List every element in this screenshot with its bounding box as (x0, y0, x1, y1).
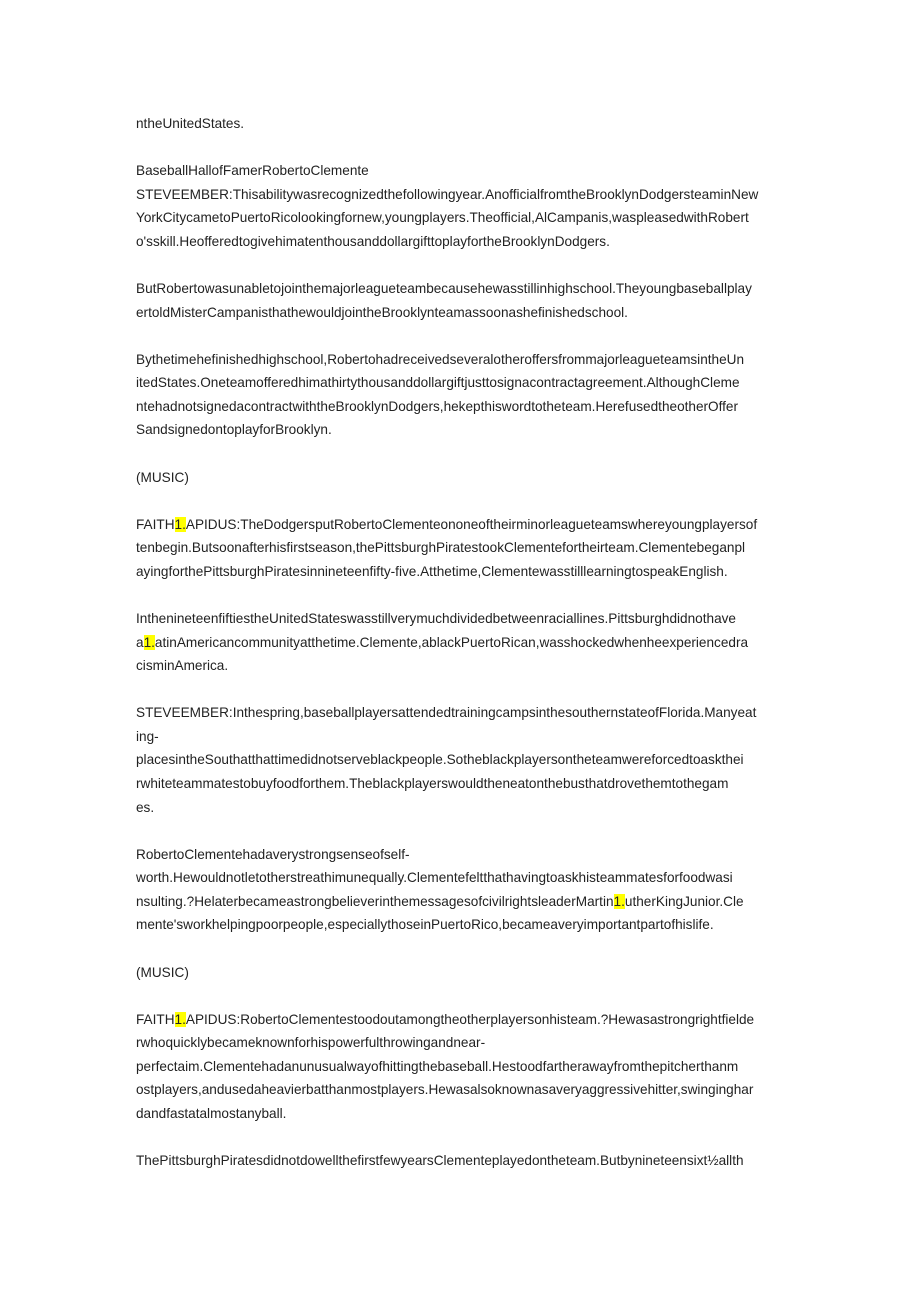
text-line: BaseballHallofFamerRobertoClemente (136, 163, 369, 179)
paragraph (136, 961, 786, 985)
text-line: STEVEEMBER:Thisabilitywasrecognizedthefollowingyear.AnofficialfromtheBrooklynDodgersteaminNew (136, 186, 759, 202)
text-line (136, 890, 786, 914)
text-line: ntehadnotsignedacontractwiththeBrooklynDodgers,hekepthiswordtotheteam.HerefusedtheotherOffer (136, 398, 739, 414)
text-segment: utherKingJunior.Cle (624, 893, 744, 909)
text-line: InthenineteenfiftiestheUnitedStateswasstillverymuchdividedbetweenraciallines.Pittsburghdidnothave (136, 610, 736, 626)
text-line: ButRobertowasunabletojointhemajorleagueteambecausehewasstillinhighschool.Theyoungbaseballplay (136, 280, 752, 296)
text-line: YorkCitycametoPuertoRicolookingfornew,youngplayers.Theofficial,AlCampanis,waspleasedwithRobert (136, 210, 749, 226)
paragraph (136, 466, 786, 490)
text-line: o'sskill.HeofferedtogivehimatenthousanddollargifttoplayfortheBrooklynDodgers. (136, 233, 610, 249)
text-segment: APIDUS:TheDodgersputRobertoClementeononeoftheirminorleagueteamswhereyoungplayersof (185, 516, 758, 532)
paragraph (136, 1149, 786, 1173)
highlighted-text: 1. (174, 1011, 186, 1027)
paragraph (136, 159, 786, 253)
text-line: tenbegin.Butsoonafterhisfirstseason,thePittsburghPiratestookClementefortheirteam.Clementebeganpl (136, 540, 746, 556)
text-line: perfectaim.Clementehadanunusualwayofhittingthebaseball.Hestoodfartherawayfromthepitcherthanm (136, 1058, 739, 1074)
text-line: es. (136, 799, 155, 815)
text-line: (MUSIC) (136, 964, 189, 980)
highlighted-text: 1. (613, 893, 625, 909)
highlighted-text: 1. (143, 634, 155, 650)
text-line: rwhoquicklybecameknownforhispowerfulthrowingandnear- (136, 1035, 486, 1051)
text-line: ayingforthePittsburghPiratesinnineteenfifty-five.Atthetime,ClementewasstilllearningtospeakEnglish. (136, 563, 728, 579)
text-line: cisminAmerica. (136, 658, 229, 674)
text-line: rwhiteteammatestobuyfoodforthem.Theblackplayerswouldtheneatonthebusthatdrovethemtothegam (136, 775, 729, 791)
text-segment: atinAmericancommunityatthetime.Clemente,ablackPuertoRican,wasshockedwhenheexperiencedra (154, 634, 749, 650)
document-page (136, 112, 786, 1196)
text-line: itedStates.Oneteamofferedhimathirtythousanddollargiftjusttosignacontractagreement.AlthoughCleme (136, 375, 740, 391)
text-line: ThePittsburghPiratesdidnotdowellthefirstfewyearsClementeplayedontheteam.Butbynineteensixt½allth (136, 1153, 744, 1169)
text-line: (MUSIC) (136, 469, 189, 485)
paragraph (136, 701, 786, 819)
text-line: placesintheSouthatthattimedidnotserveblackpeople.Sotheblackplayersontheteamwereforcedtoaskthei (136, 752, 744, 768)
text-line: ostplayers,andusedaheavierbatthanmostplayers.Hewasalsoknownasaveryaggressivehitter,swinginghar (136, 1082, 754, 1098)
text-line: mente'sworkhelpingpoorpeople,especiallythoseinPuertoRico,becameaveryimportantpartofhislife. (136, 917, 714, 933)
text-line: worth.Hewouldnotletotherstreathimunequally.Clementefeltthathavingtoaskhisteammatesforfoodwasi (136, 870, 733, 886)
paragraph (136, 348, 786, 442)
text-line: dandfastatalmostanyball. (136, 1106, 287, 1121)
text-line: SandsignedontoplayforBrooklyn. (136, 422, 332, 438)
text-line: ertoldMisterCampanisthathewouldjointheBrooklynteamassoonashefinishedschool. (136, 304, 628, 320)
text-segment: APIDUS:RobertoClementestoodoutamongtheotherplayersonhisteam.?Hewasastrongrightfielde (185, 1011, 755, 1027)
paragraph (136, 277, 786, 324)
text-line: STEVEEMBER:Inthespring,baseballplayersattendedtrainingcampsinthesouthernstateofFlorida.Manyeat (136, 705, 757, 721)
text-line (136, 631, 786, 655)
text-line: ing- (136, 728, 159, 744)
paragraph (136, 843, 786, 937)
paragraph (136, 513, 786, 584)
text-line: Bythetimehefinishedhighschool,RobertohadreceivedseveralotheroffersfrommajorleagueteamsintheUn (136, 351, 745, 367)
paragraph (136, 112, 786, 136)
text-segment: FAITH (136, 1011, 175, 1027)
text-line (136, 1008, 786, 1032)
text-segment: FAITH (136, 516, 175, 532)
text-line: RobertoClementehadaverystrongsenseofself- (136, 846, 410, 862)
text-segment: nsulting.?HelaterbecameastrongbelieverinthemessagesofcivilrightsleaderMartin (136, 893, 614, 909)
text-line (136, 513, 786, 537)
highlighted-text: 1. (174, 516, 186, 532)
paragraph (136, 1008, 786, 1126)
text-segment: a (136, 634, 144, 650)
text-line: ntheUnitedStates. (136, 116, 245, 131)
paragraph (136, 607, 786, 678)
